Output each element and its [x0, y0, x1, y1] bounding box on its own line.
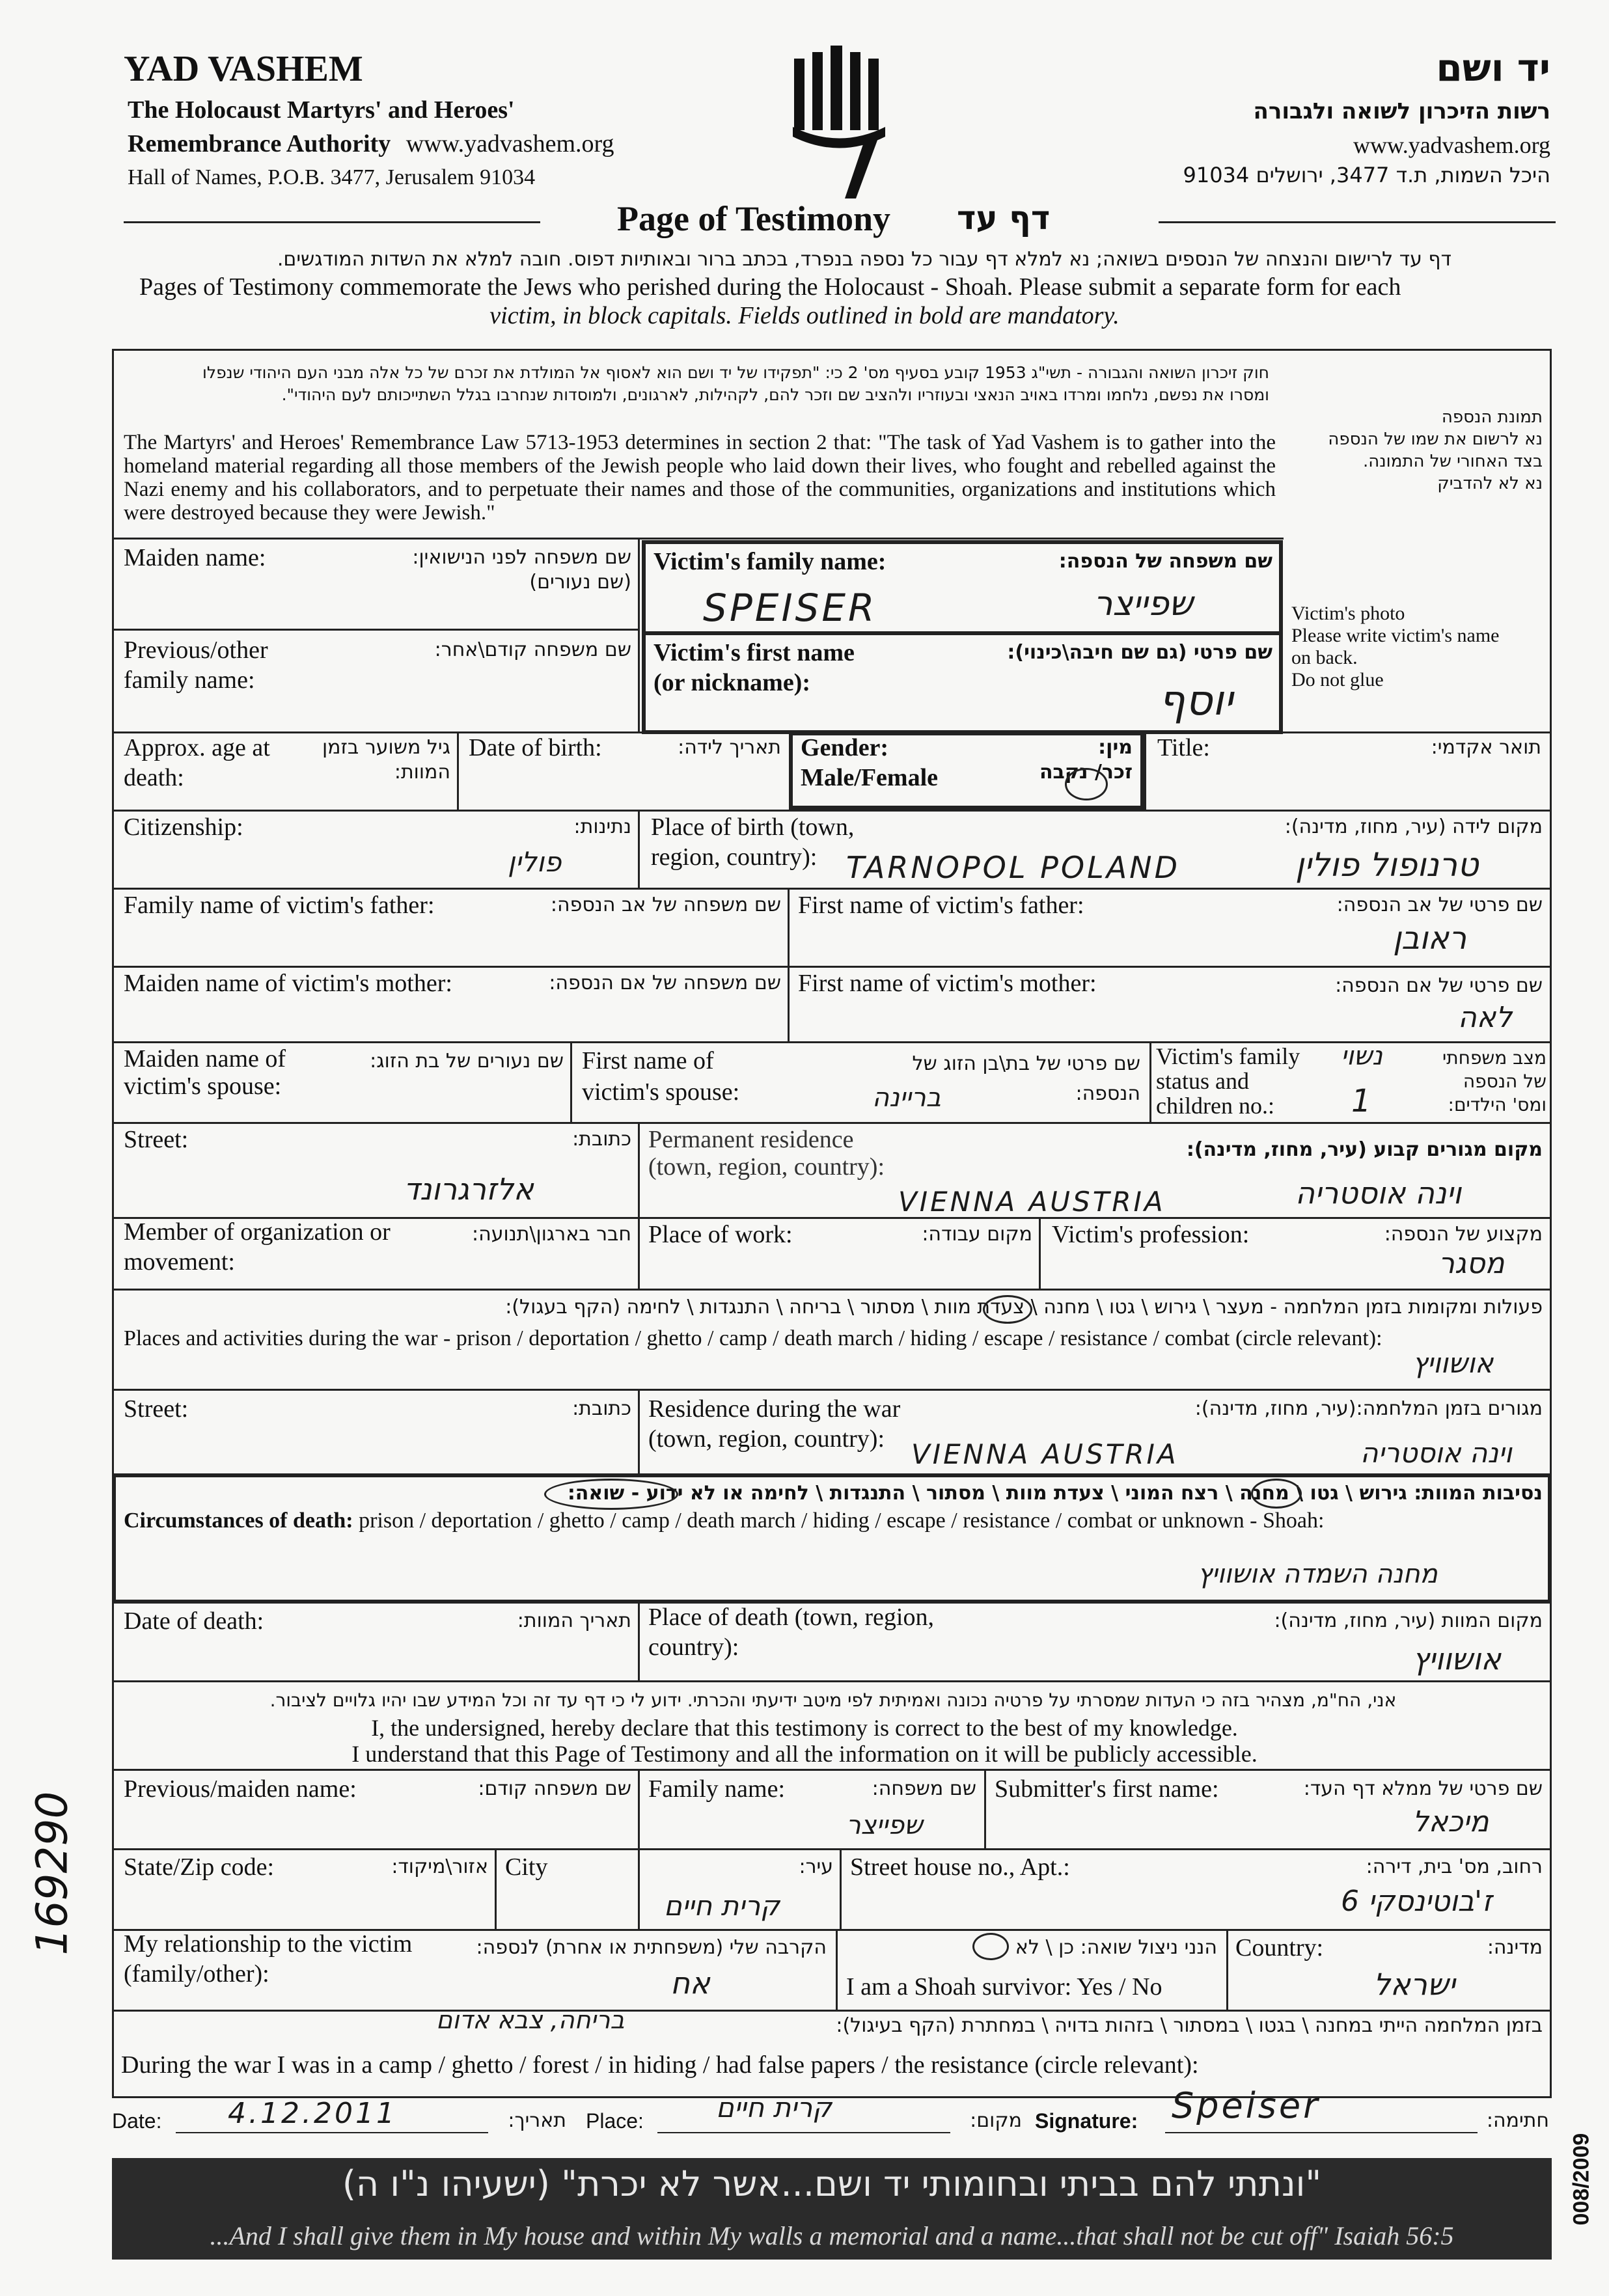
circumstances-value[interactable]: מחנה השמדה אושוויץ	[1198, 1559, 1438, 1589]
citizenship-label: Citizenship:	[124, 813, 243, 841]
maiden-name-label-he: שם משפחה לפני הנישואין: (שם נעורים)	[412, 546, 631, 594]
rule	[836, 1929, 838, 2010]
submitter-street-label: Street house no., Apt.:	[850, 1853, 1070, 1881]
org-subtitle-1: The Holocaust Martyrs' and Heroes'	[128, 96, 515, 124]
signature-value[interactable]: Speiser	[1172, 2085, 1321, 2126]
circumstances-circle-unknown[interactable]	[544, 1479, 678, 1510]
relationship-value[interactable]: אח	[670, 1965, 710, 2001]
rule	[112, 2010, 1552, 2012]
relationship-label: My relationship to the victim (family/other):	[124, 1930, 413, 1988]
victim-first-name-label-he: שם פרטי (גם שם חיבה\כינוי):	[1007, 641, 1272, 664]
country-label: Country:	[1235, 1934, 1324, 1961]
street-label: Street:	[124, 1126, 189, 1153]
rule	[112, 538, 1284, 540]
circumstances-label-options: prison / deportation / ghetto / camp / death march / hiding / escape / resistance / combat or unknown - Shoah:	[353, 1509, 1325, 1533]
father-first-label-he: שם פרטי של אב הנספה:	[1336, 894, 1543, 916]
rule	[642, 631, 1283, 635]
rule	[112, 810, 1552, 812]
signature-label-he: חתימה:	[1486, 2109, 1549, 2132]
submitter-first-name-value[interactable]: מיכאל	[1412, 1805, 1489, 1838]
during-war-value[interactable]: בריחה, צבא אדום	[436, 2006, 625, 2034]
mother-maiden-label-he: שם משפחה של אם הנספה:	[549, 972, 781, 994]
street-value[interactable]: אלזרגרונד	[404, 1171, 534, 1207]
permanent-residence-label-he: מקום מגורים קבוע (עיר, מחוז, מדינה):	[1186, 1138, 1543, 1161]
profession-value[interactable]: מסגר	[1438, 1247, 1505, 1280]
rule	[112, 1848, 1552, 1850]
mother-first-label: First name of victim's mother:	[798, 970, 1097, 997]
rule	[638, 1389, 640, 1473]
war-street-label: Street:	[124, 1395, 189, 1423]
pod-value[interactable]: אושוויץ	[1412, 1641, 1502, 1676]
member-label: Member of organization or movement:	[124, 1218, 391, 1276]
citizenship-label-he: נתינות:	[573, 815, 631, 838]
age-label-he: גיל משוער בזמן המוות:	[322, 736, 450, 784]
footer-verse-he: "ונתתי להם בביתי ובחומותי יד ושם...אשר לא יכרת" (ישעיהו נ"ו ה)	[342, 2163, 1322, 2204]
rule	[788, 966, 790, 1041]
instructions-en-1: Pages of Testimony commemorate the Jews who perished during the Holocaust - Shoah. Please submit a separate form for each	[139, 273, 1401, 301]
zip-label: State/Zip code:	[124, 1853, 275, 1881]
war-residence-label-he: מגורים בזמן המלחמה:(עיר, מחוז, מדינה):	[1194, 1397, 1543, 1420]
rule	[112, 1389, 1552, 1391]
country-value[interactable]: ישראל	[1373, 1967, 1455, 2002]
pob-label: Place of birth (town, region, country):	[651, 813, 855, 871]
rule	[457, 731, 459, 810]
stamp-number: 169290	[27, 1791, 77, 1956]
profession-label-he: מקצוע של הנספה:	[1384, 1223, 1543, 1246]
rule	[638, 1604, 640, 1680]
rule	[112, 888, 1552, 890]
submitter-street-label-he: רחוב, מס' בית, דירה:	[1366, 1855, 1543, 1878]
war-street-label-he: כתובת:	[572, 1397, 631, 1420]
org-address-he: היכל השמות, ת.ד 3477, ירושלים 91034	[1183, 163, 1550, 187]
zip-label-he: אזור\מיקוד:	[391, 1855, 488, 1878]
children-count-value[interactable]: 1	[1351, 1083, 1374, 1119]
spouse-maiden-label-he: שם נעורים של בת הזוג:	[370, 1050, 564, 1073]
rule	[638, 1217, 640, 1289]
gender-label: Gender: Male/Female	[801, 734, 939, 791]
submitter-family-name-label-he: שם משפחה:	[872, 1777, 976, 1800]
war-residence-label: Residence during the war (town, region, country):	[648, 1395, 901, 1453]
dod-label: Date of death:	[124, 1607, 264, 1635]
circumstances-label-bold: Circumstances of death:	[124, 1509, 353, 1533]
title-label: Title:	[1157, 734, 1210, 761]
previous-name-label: Previous/other family name:	[124, 636, 268, 694]
country-label-he: מדינה:	[1487, 1936, 1543, 1959]
date-label: Date:	[112, 2109, 162, 2133]
place-label: Place:	[586, 2109, 644, 2133]
maiden-name-label: Maiden name:	[124, 544, 266, 571]
gender-label-he: מין: זכר/ נקבה	[1039, 736, 1133, 784]
war-residence-value[interactable]: VIENNA AUSTRIA	[911, 1438, 1179, 1470]
work-label-he: מקום עבודה:	[922, 1223, 1032, 1246]
permanent-residence-label: Permanent residence (town, region, country):	[648, 1126, 885, 1181]
submitter-prev-name-label: Previous/maiden name:	[124, 1775, 357, 1803]
org-website: www.yadvashem.org	[406, 130, 614, 157]
signature-label: Signature:	[1035, 2109, 1138, 2133]
pob-label-he: מקום לידה (עיר, מחוז, מדינה):	[1284, 815, 1543, 838]
submitter-street-value[interactable]: ז'בוטינסקי 6	[1341, 1885, 1492, 1918]
instructions-en-2: victim, in block capitals. Fields outlined in bold are mandatory.	[489, 302, 1120, 329]
pob-value[interactable]: TARNOPOL POLAND	[846, 850, 1180, 885]
circumstances-circle-camp[interactable]	[1251, 1479, 1302, 1509]
citizenship-value[interactable]: פולין	[508, 846, 562, 878]
footer-banner	[112, 2158, 1552, 2260]
org-subtitle-2-text: Remembrance Authority	[128, 130, 391, 157]
during-war-label: During the war I was in a camp / ghetto / forest / in hiding / had false papers / the resistance (circle relevant):	[121, 2051, 1199, 2079]
law-text-he-1: חוק זיכרון השואה והגבורה - תשי"ג 1953 קובע בסעיף מס' 2 כי: "תפקידו של יד ושם הוא לאסוף אל המולדת את זכרם של כל אלה מבני העם היהודי שנפלו	[202, 363, 1269, 382]
law-text-en: The Martyrs' and Heroes' Remembrance Law 5713-1953 determines in section 2 that: "The task of Yad Vashem is to gather into the homeland material regarding all those members of the Jewish people who laid down their lives, who fought and rebelled against the Nazi enemy and his collaborators, and to perpetuate their names and those of the communities, organizations and institutions which were destroyed because they were Jewish."	[124, 431, 1276, 525]
rule	[112, 1769, 1552, 1771]
victim-family-name-value-he[interactable]: שפייצר	[1093, 584, 1193, 623]
rule	[112, 1041, 1552, 1043]
place-line	[657, 2132, 950, 2133]
dob-label: Date of birth:	[469, 734, 602, 761]
page-title-he: דף עד	[957, 199, 1051, 237]
signature-line	[1165, 2132, 1478, 2133]
place-value[interactable]: קרית חיים	[716, 2092, 832, 2124]
place-label-he: מקום:	[970, 2109, 1022, 2132]
instructions-he: דף עד לרישום והנצחה של הנספים בשואה; נא למלא דף עבור כל נספה בנפרד, בכתב ברור ובאותיות דפוס. חובה למלא את השדות המודגשים.	[277, 248, 1451, 271]
title-label-he: תואר אקדמי:	[1431, 736, 1541, 759]
profession-label: Victim's profession:	[1052, 1221, 1250, 1248]
victim-family-name-label-he: שם משפחה של הנספה:	[1058, 550, 1272, 573]
declaration-he: אני, הח"מ, מצהיר בזה כי העדות שמסרתי על פרטיה נכונה ואמיתית לפי מיטב ידיעתי והכרתי. ידוע לי כי דף עד זה וכל המידע שבו יהיו גלויים לציבור.	[269, 1689, 1397, 1711]
relationship-label-he: הקרבה שלי (משפחתית או אחרת) לנספה:	[476, 1936, 827, 1959]
org-subtitle-2	[128, 129, 614, 159]
father-family-label: Family name of victim's father:	[124, 892, 435, 919]
city-label-he: עיר:	[799, 1855, 833, 1878]
rule	[638, 1122, 640, 1217]
rule	[984, 1769, 986, 1848]
survivor-label: I am a Shoah survivor: Yes / No	[846, 1973, 1162, 2001]
rule	[638, 810, 640, 888]
age-label: Approx. age at death:	[124, 734, 270, 791]
spouse-first-label-he: שם פרטי של בת\בן הזוג של הנספה:	[912, 1052, 1140, 1105]
org-name: YAD VASHEM	[124, 49, 363, 89]
declaration-en-2: I understand that this Page of Testimony and all the information on it will be publicly accessible.	[351, 1741, 1258, 1767]
permanent-residence-value-he[interactable]: וינה אוסטריה	[1295, 1175, 1462, 1210]
rule	[112, 1122, 1552, 1124]
father-family-label-he: שם משפחה של אב הנספה:	[550, 894, 781, 916]
survivor-circle[interactable]	[972, 1933, 1009, 1960]
circumstances-label	[124, 1506, 1324, 1536]
photo-instructions-he: תמונת הנספה נא לרשום את שמו של הנספה בצד האחורי של התמונה. נא לא להדביק	[1328, 407, 1543, 493]
rule	[788, 888, 790, 966]
member-label-he: חבר בארגון\תנועה:	[472, 1223, 631, 1246]
previous-name-label-he: שם משפחה קודם\אחר:	[434, 638, 631, 661]
war-activity-circle[interactable]	[983, 1295, 1032, 1324]
rule	[495, 1848, 497, 1929]
rule	[840, 1848, 842, 1929]
victim-first-name-label: Victim's first name (or nickname):	[653, 639, 855, 696]
war-activities-value[interactable]: אושוויץ	[1412, 1347, 1494, 1379]
law-text-he-2: ומסרו את נפשם, נלחמו ומרדו באויב הנאצי ובעוזריו ולהציב שם וזכר להם, לקהילות, לארגונים, ולמוסדות שנחרבו בגלל השתייכותם לעם היהודי".	[281, 385, 1269, 404]
family-status-label: Victim's family status and children no.:	[1156, 1043, 1300, 1119]
rule	[638, 538, 640, 731]
permanent-residence-value[interactable]: VIENNA AUSTRIA	[898, 1186, 1166, 1218]
gender-circle[interactable]	[1065, 768, 1108, 800]
photo-instructions-en: Victim's photo Please write victim's name on back. Do not glue	[1291, 603, 1500, 690]
spouse-first-label: First name of victim's spouse:	[582, 1047, 740, 1106]
rule	[1144, 731, 1146, 810]
city-label: City	[505, 1853, 548, 1881]
war-activities-label: Places and activities during the war - prison / deportation / ghetto / camp / death march / hiding / escape / resistance / combat (circle relevant):	[124, 1326, 1382, 1350]
during-war-label-he: בזמן המלחמה הייתי במחנה \ בגטו \ במסתור \ בזהות בדויה \ במחתרת (הקף בעיגול):	[836, 2014, 1543, 2037]
war-activities-label-he: פעולות ומקומות בזמן המלחמה - מעצר \ גירוש \ גטו \ מחנה \ צעדת מוות \ מסתור \ בריחה \ התנגדות \ לחימה (הקף בעגול):	[505, 1296, 1543, 1319]
pod-label-he: מקום המוות (עיר, מחוז, מדינה):	[1274, 1609, 1543, 1632]
rule	[112, 1289, 1552, 1291]
city-value[interactable]: קרית חיים	[664, 1890, 780, 1922]
father-first-value[interactable]: ראובן	[1393, 920, 1467, 957]
spouse-maiden-label: Maiden name of victim's spouse:	[124, 1045, 286, 1100]
family-status-label-he: מצב משפחתי של הנספה ומס' הילדים:	[1442, 1047, 1547, 1115]
victim-family-name-label: Victim's family name:	[653, 548, 887, 575]
spouse-first-value[interactable]: בריינה	[872, 1083, 941, 1113]
date-label-he: תאריך:	[508, 2109, 566, 2132]
circumstances-label-he: נסיבות המוות: גירוש \ גטו \ מחנה \ רצח המוני \ צעדת מוות \ מסתור \ התנגדות \ לחימה או לא ידוע - שואה:	[567, 1482, 1543, 1505]
mother-first-label-he: שם פרטי של אם הנספה:	[1335, 974, 1543, 997]
rule	[112, 629, 638, 631]
pob-value-he[interactable]: טרנופול פולין	[1295, 846, 1479, 884]
submitter-first-name-label: Submitter's first name:	[995, 1775, 1219, 1803]
family-status-value[interactable]: נשוי	[1341, 1041, 1383, 1071]
yad-vashem-logo	[788, 46, 898, 202]
dob-label-he: תאריך לידה:	[678, 736, 781, 759]
street-label-he: כתובת:	[572, 1128, 631, 1151]
org-name-he: יד ושם	[1436, 46, 1550, 90]
dod-label-he: תאריך המוות:	[517, 1609, 631, 1632]
mother-maiden-label: Maiden name of victim's mother:	[124, 970, 452, 997]
submitter-first-name-label-he: שם פרטי של ממלא דף העד:	[1303, 1777, 1543, 1800]
declaration-en-1: I, the undersigned, hereby declare that this testimony is correct to the best of my knowledge.	[371, 1715, 1238, 1741]
title-rule-right	[1159, 221, 1556, 223]
rule	[1226, 1929, 1228, 2010]
rule	[112, 1680, 1552, 1682]
pod-label: Place of death (town, region, country):	[648, 1604, 934, 1661]
submitter-family-name-label: Family name:	[648, 1775, 786, 1803]
org-address: Hall of Names, P.O.B. 3477, Jerusalem 91034	[128, 165, 536, 189]
rule	[570, 1041, 572, 1122]
victim-family-name-value[interactable]: SPEISER	[703, 586, 877, 630]
submitter-prev-name-label-he: שם משפחה קודם:	[478, 1777, 631, 1800]
rule	[1149, 1041, 1151, 1122]
survivor-label-he: הנני ניצול שואה: כן \ לא	[1015, 1936, 1217, 1959]
war-residence-value-he[interactable]: וינה אוסטריה	[1360, 1437, 1512, 1469]
org-subtitle-he: רשות הזיכרון לשואה ולגבורה	[1253, 98, 1550, 124]
victim-first-name-value[interactable]: יוסף	[1159, 677, 1233, 725]
org-website-right: www.yadvashem.org	[1353, 132, 1550, 158]
form-code: 008/2009	[1569, 2133, 1594, 2226]
father-first-label: First name of victim's father:	[798, 892, 1084, 919]
footer-verse-en: ...And I shall give them in My house and within My walls a memorial and a name...that shall not be cut off" Isaiah 56:5	[210, 2221, 1454, 2250]
date-value[interactable]: 4.12.2011	[228, 2097, 397, 2130]
date-line	[176, 2132, 488, 2133]
work-label: Place of work:	[648, 1221, 793, 1248]
rule	[112, 966, 1552, 968]
mother-first-value[interactable]: לאה	[1458, 1001, 1513, 1034]
rule	[1039, 1217, 1041, 1289]
submitter-family-name-value[interactable]: שפייצר	[846, 1811, 923, 1840]
page-title: Page of Testimony	[617, 199, 891, 238]
title-rule-left	[124, 221, 540, 223]
